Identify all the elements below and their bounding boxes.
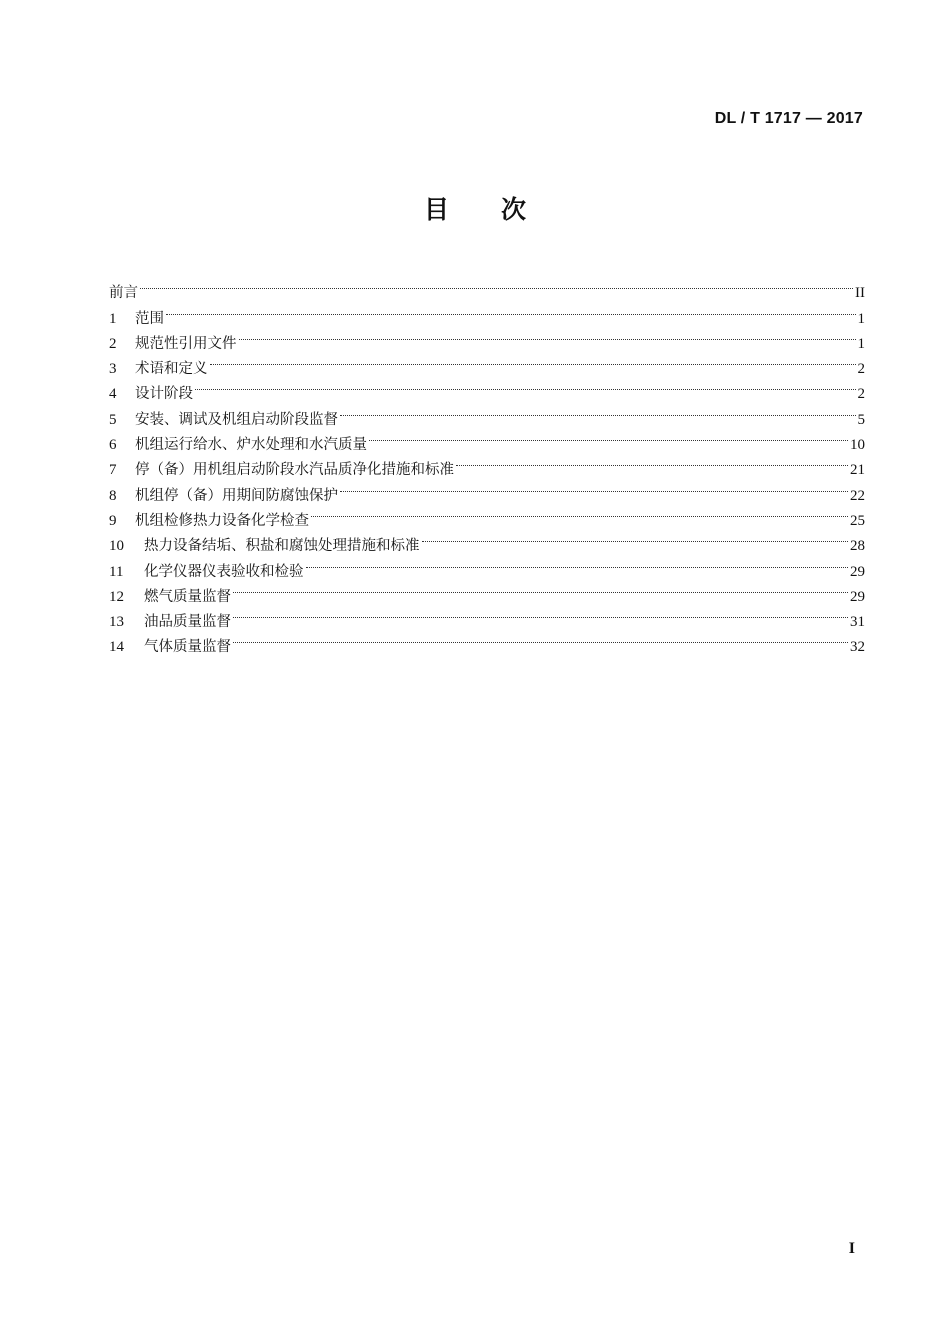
leader-dots	[140, 272, 853, 297]
toc-list	[109, 272, 865, 656]
standard-code: DL / T 1717 — 2017	[714, 110, 863, 127]
toc-entry-number: 4	[109, 386, 117, 403]
toc-entry-number: 14	[109, 639, 124, 656]
leader-dots	[195, 373, 856, 398]
toc-entry-foreword[interactable]	[109, 272, 865, 302]
toc-entry-title: 油品质量监督	[144, 614, 231, 631]
toc-entry-number: 9	[109, 512, 117, 529]
toc-entry-page: 2	[857, 361, 865, 378]
leader-dots	[369, 424, 848, 449]
leader-dots	[311, 500, 848, 525]
toc-title-part2: 次	[501, 195, 527, 224]
leader-dots	[422, 525, 849, 550]
toc-entry[interactable]	[109, 348, 865, 378]
toc-entry-title: 前言	[109, 285, 138, 302]
leader-dots	[306, 550, 849, 575]
toc-entry-page: 29	[850, 563, 865, 580]
toc-entry[interactable]	[109, 323, 865, 352]
toc-entry-page: 10	[850, 437, 865, 454]
toc-entry-page: 25	[850, 512, 865, 529]
toc-entry-title: 规范性引用文件	[135, 335, 237, 352]
toc-entry-title: 停（备）用机组启动阶段水汽品质净化措施和标准	[135, 462, 454, 479]
toc-entry-number: 10	[109, 538, 124, 555]
toc-entry-page: 1	[857, 310, 865, 327]
toc-entry-page: 29	[850, 588, 865, 605]
toc-entry-number: 6	[109, 437, 117, 454]
toc-entry-title: 燃气质量监督	[144, 588, 231, 605]
toc-entry-number: 3	[109, 361, 117, 378]
toc-entry-page: 21	[850, 462, 865, 479]
toc-entry-page: 5	[857, 411, 865, 428]
toc-entry-title: 热力设备结垢、积盐和腐蚀处理措施和标准	[144, 538, 420, 555]
toc-entry-title: 安装、调试及机组启动阶段监督	[135, 411, 338, 428]
toc-entry-title: 机组检修热力设备化学检查	[135, 512, 309, 529]
toc-entry-title: 化学仪器仪表验收和检验	[144, 563, 304, 580]
toc-entry-number: 2	[109, 335, 117, 352]
leader-dots	[340, 398, 856, 423]
toc-entry-number: 7	[109, 462, 117, 479]
toc-entry-title: 术语和定义	[135, 361, 208, 378]
toc-entry-title: 气体质量监督	[144, 639, 231, 656]
page-number: I	[848, 1240, 855, 1257]
leader-dots	[166, 297, 856, 322]
toc-entry-number: 8	[109, 487, 117, 504]
leader-dots	[210, 348, 856, 373]
toc-entry-title: 机组停（备）用期间防腐蚀保护	[135, 487, 338, 504]
toc-entry-title: 设计阶段	[135, 386, 193, 403]
toc-entry-number: 12	[109, 588, 124, 605]
leader-dots	[456, 449, 848, 474]
toc-entry-page: 31	[850, 614, 865, 631]
toc-entry-page: 1	[857, 335, 865, 352]
toc-entry-page: II	[855, 285, 865, 302]
toc-entry-page: 32	[850, 639, 865, 656]
toc-title-part1: 目	[423, 195, 449, 224]
toc-entry-number: 1	[109, 310, 117, 327]
leader-dots	[340, 474, 848, 499]
toc-entry-page: 22	[850, 487, 865, 504]
toc-entry-number: 5	[109, 411, 117, 428]
toc-entry-title: 范围	[135, 310, 164, 327]
leader-dots	[233, 601, 848, 626]
toc-title	[0, 190, 950, 226]
toc-entry[interactable]	[109, 373, 865, 403]
toc-entry-page: 2	[857, 386, 865, 403]
toc-entry[interactable]	[109, 297, 865, 327]
leader-dots	[233, 626, 848, 651]
toc-entry[interactable]	[109, 398, 865, 428]
toc-entry-title: 机组运行给水、炉水处理和水汽质量	[135, 437, 367, 454]
leader-dots	[239, 323, 856, 348]
toc-entry-number: 11	[109, 563, 124, 580]
toc-entry-page: 28	[850, 538, 865, 555]
toc-entry-number: 13	[109, 614, 124, 631]
leader-dots	[233, 576, 848, 601]
